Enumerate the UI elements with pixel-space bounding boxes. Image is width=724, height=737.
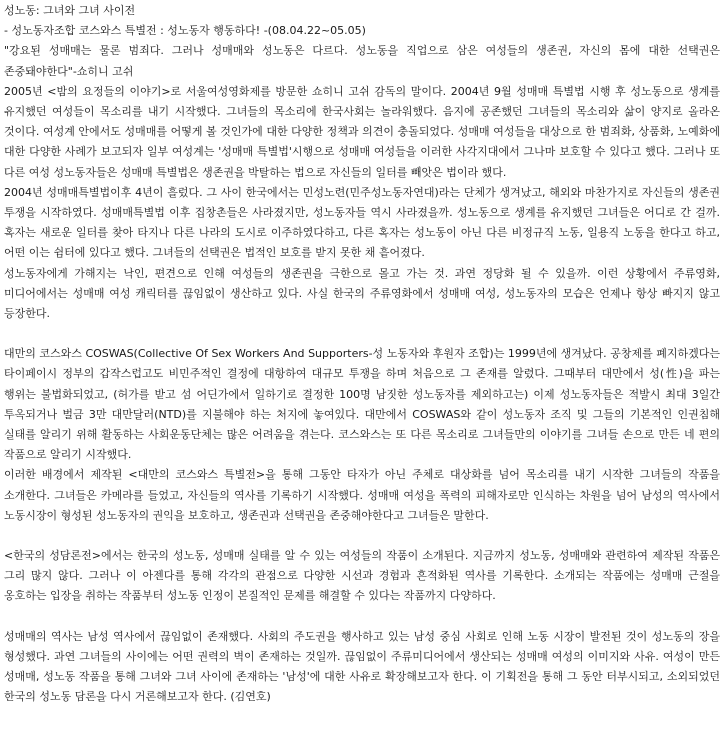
opening-quote: "강요된 성매매는 물론 범죄다. 그러나 성매매와 성노동은 다르다. 성노동을 직업으로 삼은 여성들의 생존권, 자신의 몸에 대한 선택권은 존중돼야한다"-쇼히니 고쉬 bbox=[4, 44, 720, 78]
paragraph-spacer bbox=[4, 526, 720, 546]
paragraph-spacer bbox=[4, 607, 720, 627]
paragraph-coswas: 대만의 코스와스 COSWAS(Collective Of Sex Workers And Supporters-성 노동자와 후원자 조합)는 1999년에 생겨났다. 공창제를 폐지하겠다는 타이페이시 정부의 갑작스럽고도 비민주적인 결정에 대항하여 대규모 투쟁을 하며 처음으로 그 존재를 알렸다. 그때부터 대만에서 성(性)을 파는 행위는 불법화되었고, (허가를 받고 섬 어딘가에서 일하기로 결정한 100명 남짓한 성노동자를 제외하고는) 이제 성노동자들은 적발시 최대 3일간 투옥되거나 벌금 3만 대만달러(NTD)를 지불해야 하는 처지에 놓여있다. 대만에서 COSWAS와 같이 성노동자 조직 및 그들의 기본적인 인권침해 실태를 알리기 위해 활동하는 사회운동단체는 많은 어려움을 겪는다. 코스와스는 또 다른 목소리로 그녀들만의 이야기를 그녀들 손으로 만든 네 편의 작품으로 알리기 시작했다. bbox=[4, 347, 720, 462]
document-title: 성노동: 그녀와 그녀 사이전 bbox=[4, 4, 136, 17]
paragraph-korea-discourse: <한국의 성담론전>에서는 한국의 성노동, 성매매 실태를 알 수 있는 여성들의 작품이 소개된다. 지금까지 성노동, 성매매와 관련하여 제작된 작품은 그리 많지 않다. 그러나 이 아젠다를 통해 각각의 관점으로 다양한 시선과 경험과 흔적화된 역사를 기록한다. 소개되는 작품에는 성매매 근절을 옹호하는 입장을 취하는 작품부터 성노동 인정이 본질적인 문제를 해결할 수 있다는 작품까지 다양하다. bbox=[4, 549, 720, 603]
paragraph-spacer bbox=[4, 324, 720, 344]
document-subtitle: - 성노동자조합 코스와스 특별전 : 성노동자 행동하다! -(08.04.22~05.05) bbox=[4, 24, 366, 38]
paragraph-conclusion: 성매매의 역사는 남성 역사에서 끊임없이 존재했다. 사회의 주도권을 행사하고 있는 남성 중심 사회로 인해 노동 시장이 발전된 것이 성노동의 장을 형성했다. 과연 그녀들의 사이에는 어떤 권력의 벽이 존재하는 것일까. 끊임없이 주류미디어에서 생산되는 성매매 여성의 이미지와 사유. 여성이 만든 성매매, 성노동 작품을 통해 그녀와 그녀 사이에 존재하는 '남성'에 대한 사유로 확장해보고자 한다. 이 기획전을 통해 그 동안 터부시되고, 소외되었던 한국의 성노동 담론을 다시 거론해보고자 한다. (김연호) bbox=[4, 629, 720, 704]
paragraph-stigma: 성노동자에게 가해지는 낙인, 편견으로 인해 여성들의 생존권을 극한으로 몰고 가는 것. 과연 정당화 될 수 있을까. 이런 상황에서 주류영화, 미디어에서는 성매매 여성 캐릭터를 끊임없이 생산하고 있다. 사실 한국의 주류영화에서 성매매 여성, 성노동자의 모습은 언제나 항상 빠지지 않고 등장한다. bbox=[4, 266, 720, 321]
paragraph-intro: 2005년 <밤의 요정들의 이야기>로 서울여성영화제를 방문한 쇼히니 고쉬 감독의 말이다. 2004년 9월 성매매 특별법 시행 후 성노동으로 생계를 유지했던 여성들이 목소리를 내기 시작했다. 그녀들의 목소리에 한국사회는 놀라워했다. 음지에 공존했던 그녀들의 목소리와 삶이 양지로 올라온 것이다. 여성계 안에서도 성매매를 어떻게 볼 것인가에 대한 다양한 정책과 의견이 충돌되었다. 성매매 여성들을 대상으로 한 범죄화, 상품화, 노예화에 대한 다양한 사례가 보고되자 일부 여성계는 '성매매 특별법'시행으로 성매매 여성들을 이러한 사각지대에서 그나마 보호할 수 있다고 했다. 그러나 또 다른 여성 성노동자들은 성매매 특별법은 생존권을 박탈하는 법으로 자신들의 일터를 빼앗은 법이라 했다. bbox=[4, 84, 720, 179]
paragraph-after-law: 2004년 성매매특별법이후 4년이 흘렀다. 그 사이 한국에서는 민성노련(민주성노동자연대)라는 단체가 생겨났고, 해외와 마찬가지로 자신들의 생존권 투쟁을 시작하였다. 성매매특별법 이후 집창촌들은 사라졌지만, 성노동자들 역시 사라졌을까. 성노동으로 생계를 유지했던 그녀들은 어디로 간 걸까. 혹자는 새로운 일터를 찾아 타지나 다른 나라의 도시로 이주하였다하고, 다른 혹자는 성노동이 아닌 다른 비정규직 노동, 일용직 노동을 한다고 하고, 어떤 이는 쉼터에 있다고 했다. 그녀들의 선택권은 법적인 보호를 받지 못한 채 흩어졌다. bbox=[4, 185, 720, 260]
paragraph-special-exhibition: 이러한 배경에서 제작된 <대만의 코스와스 특별전>을 통해 그동안 타자가 아닌 주체로 대상화를 넘어 목소리를 내기 시작한 그녀들의 작품을 소개한다. 그녀들은 카메라를 들었고, 자신들의 역사를 기록하기 시작했다. 성매매 여성을 폭력의 피해자로만 인식하는 차원을 넘어 남성의 역사에서 노동시장이 형성된 성노동자의 권익을 보호하고, 생존권과 선택권을 존중해야한다고 그녀들은 말한다. bbox=[4, 468, 720, 522]
document-body bbox=[4, 1, 720, 708]
